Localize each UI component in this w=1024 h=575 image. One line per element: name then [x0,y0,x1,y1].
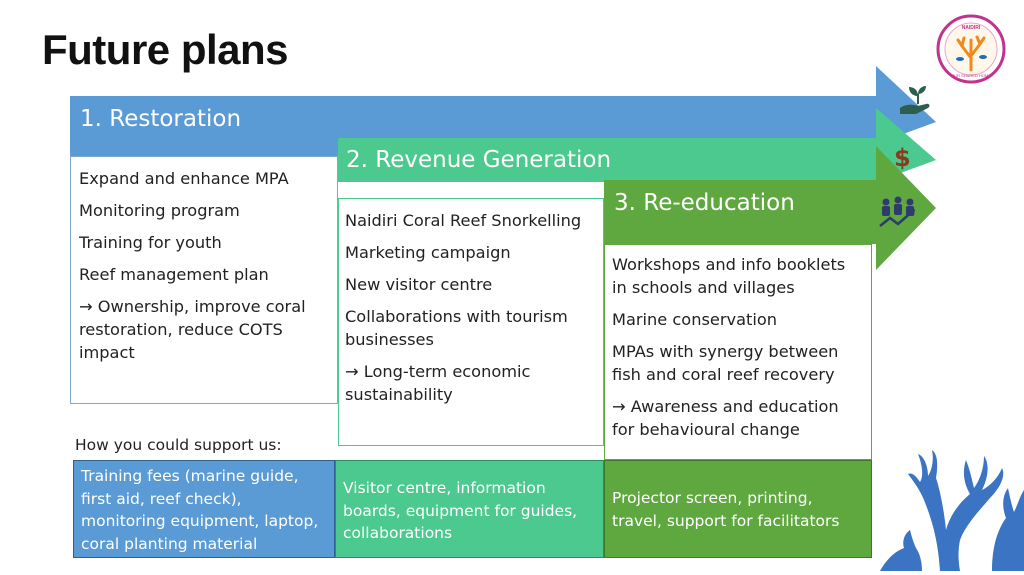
list-item: → Long-term economic sustainability [345,362,531,404]
support-heading: How you could support us: [75,436,282,454]
list-item: → Awareness and education for behavioural change [612,397,839,439]
support-cell-restoration: Training fees (marine guide, first aid, reef check), monitoring equipment, laptop, coral planting material [73,460,335,558]
list-item: → Ownership, improve coral restoration, reduce COTS impact [79,297,306,362]
list-item: Marine conservation [612,310,778,329]
list-item: Collaborations with tourism businesses [345,307,568,349]
list-item: Expand and enhance MPA [79,169,289,188]
page-title: Future plans [42,26,289,73]
list-item: Training for youth [79,233,222,252]
people-growth-icon [878,194,918,230]
list-item: Monitoring program [79,201,240,220]
reeducation-heading: 3. Re-education [614,190,795,216]
list-item: New visitor centre [345,275,493,294]
restoration-box [70,156,338,404]
restoration-heading: 1. Restoration [80,106,242,132]
dollar-icon: $ [894,144,911,172]
svg-text:NAIDIRI: NAIDIRI [961,25,981,31]
list-item: Naidiri Coral Reef Snorkelling [345,211,582,230]
support-cell-reeducation: Projector screen, printing, travel, support for facilitators [604,460,872,558]
revenue-box [338,198,604,446]
svg-text:OUR SHARED HOME: OUR SHARED HOME [951,73,991,78]
list-item: Reef management plan [79,265,269,284]
list-item: MPAs with synergy between fish and coral reef recovery [612,342,839,384]
reeducation-box [604,244,872,460]
list-item: Workshops and info booklets in schools and villages [612,255,846,297]
support-cell-revenue: Visitor centre, information boards, equipment for guides, collaborations [335,460,604,558]
list-item: Marketing campaign [345,243,511,262]
hand-with-plant-icon [896,82,936,118]
revenue-heading: 2. Revenue Generation [346,147,612,173]
